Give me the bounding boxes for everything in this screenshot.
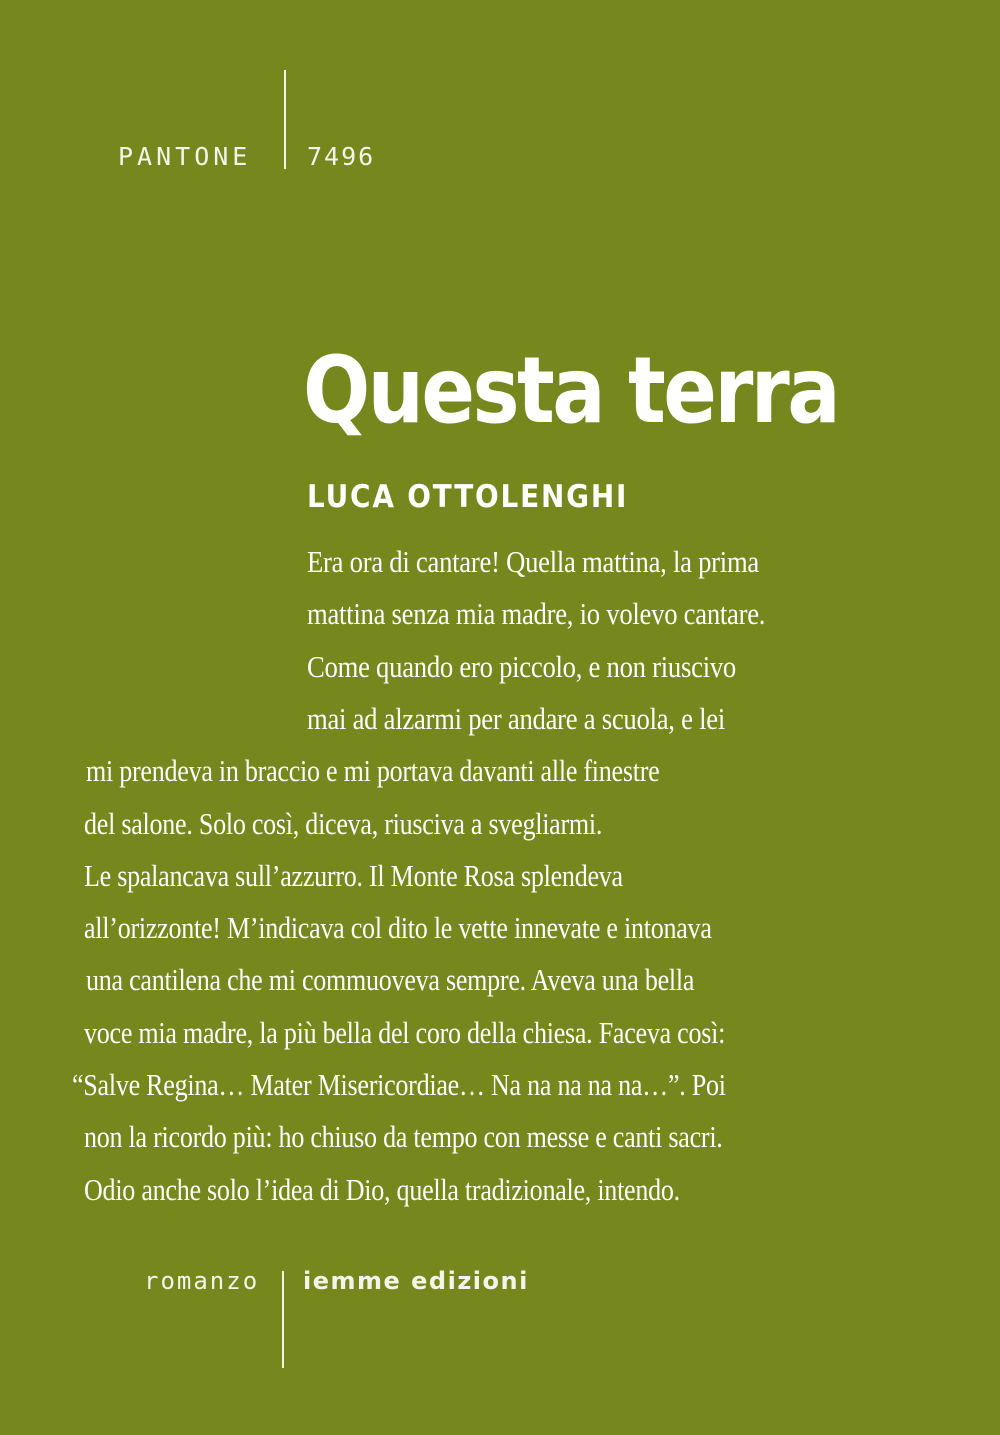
excerpt-line: mi prendeva in braccio e mi portava davanti alle finestre (86, 753, 660, 789)
excerpt-line: Come quando ero piccolo, e non riuscivo (307, 648, 736, 684)
excerpt-line: non la ricordo più: ho chiuso da tempo con messe e canti sacri. (84, 1119, 723, 1155)
excerpt-line: Odio anche solo l’idea di Dio, quella tradizionale, intendo. (84, 1171, 680, 1207)
top-divider-line (284, 70, 286, 169)
excerpt-line: mai ad alzarmi per andare a scuola, e lei (307, 700, 725, 736)
excerpt-line: all’orizzonte! M’indicava col dito le vette innevate e intonava (84, 910, 712, 946)
book-title: Questa terra (303, 337, 839, 444)
excerpt-line: mattina senza mia madre, io volevo cantare. (307, 596, 766, 632)
genre-label: romanzo (144, 1267, 260, 1295)
book-author: LUCA OTTOLENGHI (307, 479, 629, 515)
publisher-name: iemme edizioni (303, 1267, 529, 1295)
excerpt-line: Le spalancava sull’azzurro. Il Monte Rosa splendeva (84, 857, 623, 893)
pantone-number: 7496 (307, 142, 376, 171)
excerpt-line: “Salve Regina… Mater Misericordiae… Na na na na na…”. Poi (72, 1067, 726, 1102)
excerpt-line: del salone. Solo così, diceva, riusciva a svegliarmi. (84, 805, 603, 841)
excerpt-line: voce mia madre, la più bella del coro della chiesa. Faceva così: (84, 1014, 726, 1050)
pantone-label: PANTONE (118, 142, 252, 171)
excerpt-line: una cantilena che mi commuoveva sempre. Aveva una bella (86, 962, 695, 998)
bottom-divider-line (282, 1271, 284, 1368)
excerpt-line: Era ora di cantare! Quella mattina, la prima (307, 544, 760, 579)
